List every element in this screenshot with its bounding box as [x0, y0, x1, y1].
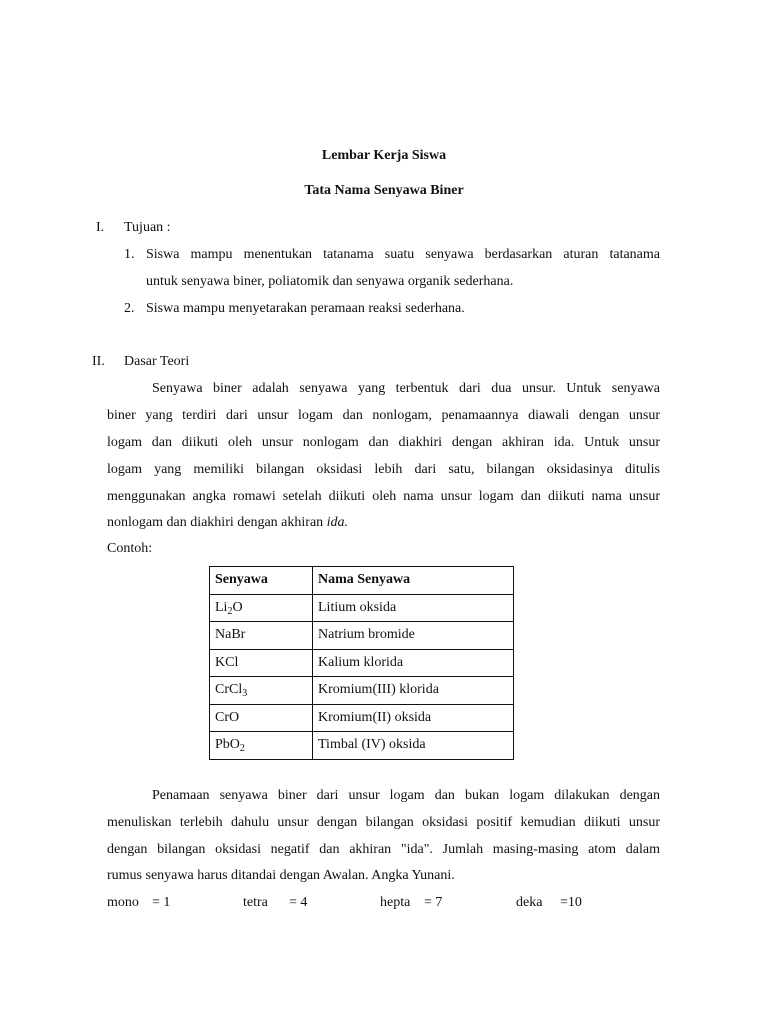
paragraph-line: Penamaan senyawa biner dari unsur logam dan bukan logam dilakukan dengan — [152, 788, 660, 803]
paragraph-line: menuliskan terlebih dahulu unsur dengan bilangan oksidasi positif kemudian diikuti unsur — [107, 815, 660, 830]
prefix-value: = 4 — [289, 895, 308, 910]
list-item-text-continued: untuk senyawa biner, poliatomik dan senyawa organik sederhana. — [146, 274, 514, 289]
formula-subscript: 2 — [239, 743, 245, 755]
table-row — [210, 594, 514, 622]
list-item-number: 1. — [124, 247, 135, 262]
formula-base: NaBr — [215, 627, 246, 643]
prefix-name: deka — [516, 895, 543, 910]
table-header-row — [210, 567, 514, 595]
paragraph-line: menggunakan angka romawi setelah diikuti oleh nama unsur logam dan diikuti nama unsur — [107, 489, 660, 504]
prefix-name: hepta — [380, 895, 411, 910]
table-row — [210, 732, 514, 760]
formula-subscript: 2 — [227, 605, 233, 617]
paragraph-line: rumus senyawa harus ditandai dengan Awalan. Angka Yunani. — [107, 868, 455, 883]
formula-tail: O — [232, 599, 243, 615]
list-item-text: Siswa mampu menentukan tatanama suatu senyawa berdasarkan aturan tatanama — [146, 247, 660, 262]
italic-term: ida. — [326, 515, 349, 530]
column-header: Nama Senyawa — [313, 567, 514, 595]
formula-base: KCl — [215, 654, 239, 670]
name-cell: Kromium(II) oksida — [313, 704, 514, 732]
formula-cell — [210, 649, 313, 677]
name-cell: Timbal (IV) oksida — [313, 732, 514, 760]
example-label: Contoh: — [107, 541, 153, 556]
paragraph-line: logam yang memiliki bilangan oksidasi lebih dari satu, bilangan oksidasinya ditulis — [107, 462, 660, 477]
table-row — [210, 622, 514, 650]
prefix-value: = 7 — [424, 895, 443, 910]
formula-cell — [210, 732, 313, 760]
section-number: I. — [96, 220, 105, 235]
formula-base: CrCl — [215, 682, 243, 698]
formula-cell — [210, 704, 313, 732]
section-heading: Tujuan : — [124, 220, 171, 235]
list-item-text: Siswa mampu menyetarakan peramaan reaksi sederhana. — [146, 301, 465, 316]
list-item-number: 2. — [124, 301, 135, 316]
document-title: Lembar Kerja Siswa — [321, 148, 447, 163]
section-heading: Dasar Teori — [124, 354, 190, 369]
name-cell: Litium oksida — [313, 594, 514, 622]
paragraph-line: dengan bilangan oksidasi negatif dan akhiran "ida". Jumlah masing-masing atom dalam — [107, 842, 660, 857]
paragraph-line — [107, 515, 348, 531]
name-cell: Kalium klorida — [313, 649, 514, 677]
formula-cell — [210, 594, 313, 622]
formula-base: CrO — [215, 709, 240, 725]
prefix-name: tetra — [243, 895, 268, 910]
formula-base: Li — [215, 599, 228, 615]
name-cell: Natrium bromide — [313, 622, 514, 650]
section-number: II. — [92, 354, 105, 369]
column-header: Senyawa — [210, 567, 313, 595]
formula-cell — [210, 622, 313, 650]
paragraph-line: Senyawa biner adalah senyawa yang terbentuk dari dua unsur. Untuk senyawa — [152, 381, 660, 396]
table-row — [210, 677, 514, 705]
paragraph-line: biner yang terdiri dari unsur logam dan nonlogam, penamaannya diawali dengan unsur — [107, 408, 660, 423]
compound-table — [209, 566, 514, 760]
paragraph-line: logam dan diikuti oleh unsur nonlogam dan diakhiri dengan akhiran ida. Untuk unsur — [107, 435, 660, 450]
prefix-value: = 1 — [152, 895, 171, 910]
prefix-name: mono — [107, 895, 139, 910]
prefix-value: =10 — [560, 895, 582, 910]
formula-cell — [210, 677, 313, 705]
table-row — [210, 704, 514, 732]
formula-base: PbO — [215, 737, 240, 753]
name-cell: Kromium(III) klorida — [313, 677, 514, 705]
formula-subscript: 3 — [242, 688, 248, 700]
table-row — [210, 649, 514, 677]
paragraph-line-text: nonlogam dan diakhiri dengan akhiran — [107, 515, 327, 530]
document-subtitle: Tata Nama Senyawa Biner — [304, 183, 464, 198]
